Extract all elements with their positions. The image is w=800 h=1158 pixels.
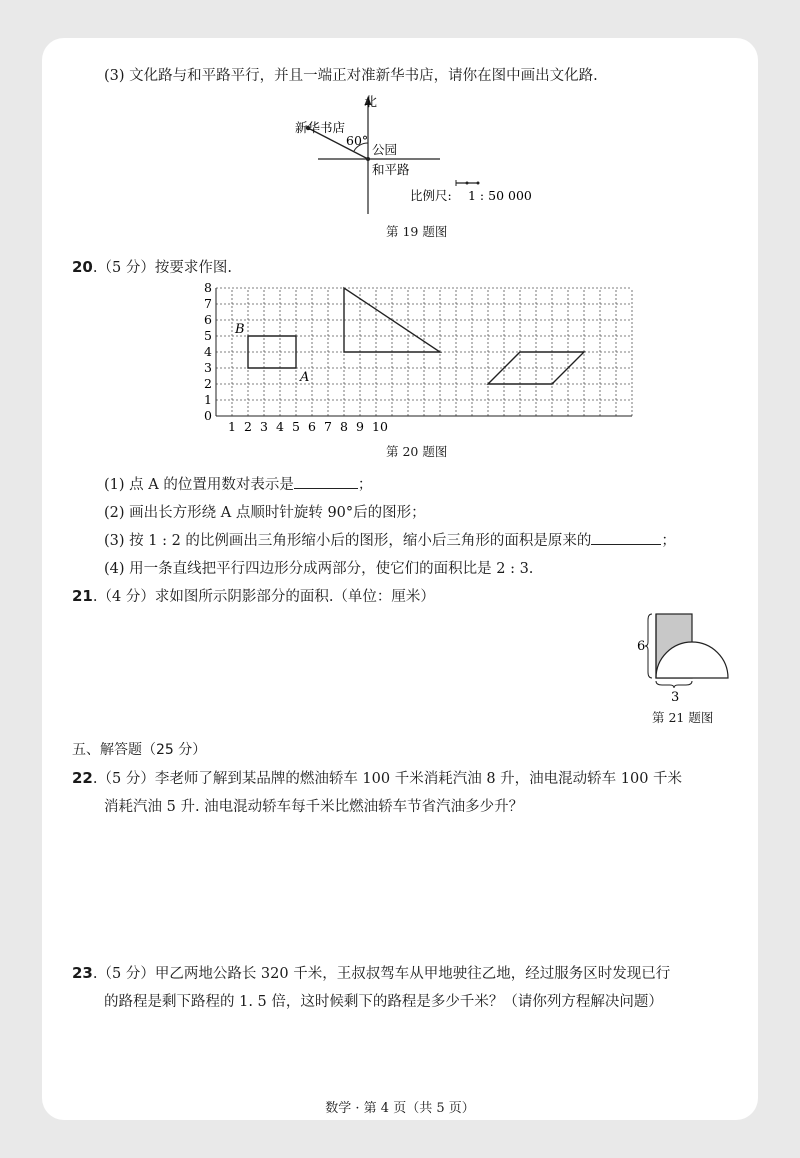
y-tick-label: 1 xyxy=(204,392,212,407)
q20-part1-answer-blank[interactable] xyxy=(294,474,358,489)
q19-caption: 第 19 题图 xyxy=(386,224,448,239)
width-brace xyxy=(656,681,692,688)
x-tick-label: 1 xyxy=(228,419,236,434)
x-tick-label: 10 xyxy=(372,419,388,434)
q22-line1: 22.（5 分）李老师了解到某品牌的燃油轿车 100 千米消耗汽油 8 升，油电混动轿车 100 千米 xyxy=(72,769,683,787)
point-label-A: A xyxy=(300,370,310,385)
q20-grid-figure xyxy=(196,282,636,440)
north-label: 北 xyxy=(364,95,378,110)
y-tick-label: 3 xyxy=(204,360,212,375)
q21-caption: 第 21 题图 xyxy=(652,710,714,725)
width-label: 3 xyxy=(671,690,680,705)
q21-figure xyxy=(636,608,736,706)
x-tick-label: 5 xyxy=(292,419,300,434)
q20-part2: (2) 画出长方形绕 A 点顺时针旋转 90°后的图形； xyxy=(104,505,426,521)
y-tick-label: 7 xyxy=(204,296,212,311)
q21-stem: 21.（4 分）求如图所示阴影部分的面积.（单位：厘米） xyxy=(72,587,435,605)
road-label: 和平路 xyxy=(372,162,410,177)
q19-figure xyxy=(280,88,560,218)
x-tick-label: 3 xyxy=(260,419,268,434)
q23-number: 23 xyxy=(72,964,93,982)
q20-part3: (3) 按 1 : 2 的比例画出三角形缩小后的图形，缩小后三角形的面积是原来的 ； xyxy=(104,529,676,550)
x-tick-label: 6 xyxy=(308,419,316,434)
y-tick-label: 2 xyxy=(204,376,212,391)
y-tick-label: 0 xyxy=(204,408,212,423)
point-label-B: B xyxy=(235,322,245,337)
q19-part3-text: (3) 文化路与和平路平行，并且一端正对准新华书店，请你在图中画出文化路. xyxy=(104,68,598,84)
x-tick-label: 7 xyxy=(324,419,332,434)
x-tick-label: 9 xyxy=(356,419,364,434)
q22-line2: 消耗汽油 5 升. 油电混动轿车每千米比燃油轿车节省汽油多少升？ xyxy=(104,799,524,815)
q23-line2: 的路程是剩下路程的 1. 5 倍，这时候剩下的路程是多少千米？（请你列方程解决问题） xyxy=(104,994,663,1010)
q23-line1: 23.（5 分）甲乙两地公路长 320 千米，王叔叔驾车从甲地驶往乙地，经过服务区时发现已行 xyxy=(72,964,671,982)
y-tick-label: 4 xyxy=(204,344,212,359)
q21-number: 21 xyxy=(72,587,93,605)
park-point xyxy=(366,157,370,161)
x-tick-label: 2 xyxy=(244,419,252,434)
x-tick-label: 8 xyxy=(340,419,348,434)
page-footer: 数学 · 第 4 页（共 5 页） xyxy=(325,1101,475,1116)
x-tick-label: 4 xyxy=(276,419,284,434)
q20-part1: (1) 点 A 的位置用数对表示是 ； xyxy=(104,473,372,494)
bookstore-label: 新华书店 xyxy=(295,120,346,135)
park-label: 公园 xyxy=(372,142,398,157)
q20-part4: (4) 用一条直线把平行四边形分成两部分，使它们的面积比是 2 : 3. xyxy=(104,561,534,577)
angle-label: 60° xyxy=(346,133,369,148)
y-tick-label: 6 xyxy=(204,312,212,327)
scale-value: 1 : 50 000 xyxy=(468,188,532,203)
y-tick-label: 5 xyxy=(204,328,212,343)
q20-part3-answer-blank[interactable] xyxy=(591,530,661,545)
height-label: 6 xyxy=(637,639,646,654)
section5-title: 五、解答题（25 分） xyxy=(72,742,207,758)
grid-shapes xyxy=(234,288,584,385)
q20-stem: 20.（5 分）按要求作图. xyxy=(72,258,232,276)
height-brace xyxy=(645,614,652,678)
scale-label: 比例尺: xyxy=(410,188,452,203)
q20-number: 20 xyxy=(72,258,93,276)
q20-caption: 第 20 题图 xyxy=(386,444,448,459)
y-tick-label: 8 xyxy=(204,282,212,295)
q22-number: 22 xyxy=(72,769,93,787)
